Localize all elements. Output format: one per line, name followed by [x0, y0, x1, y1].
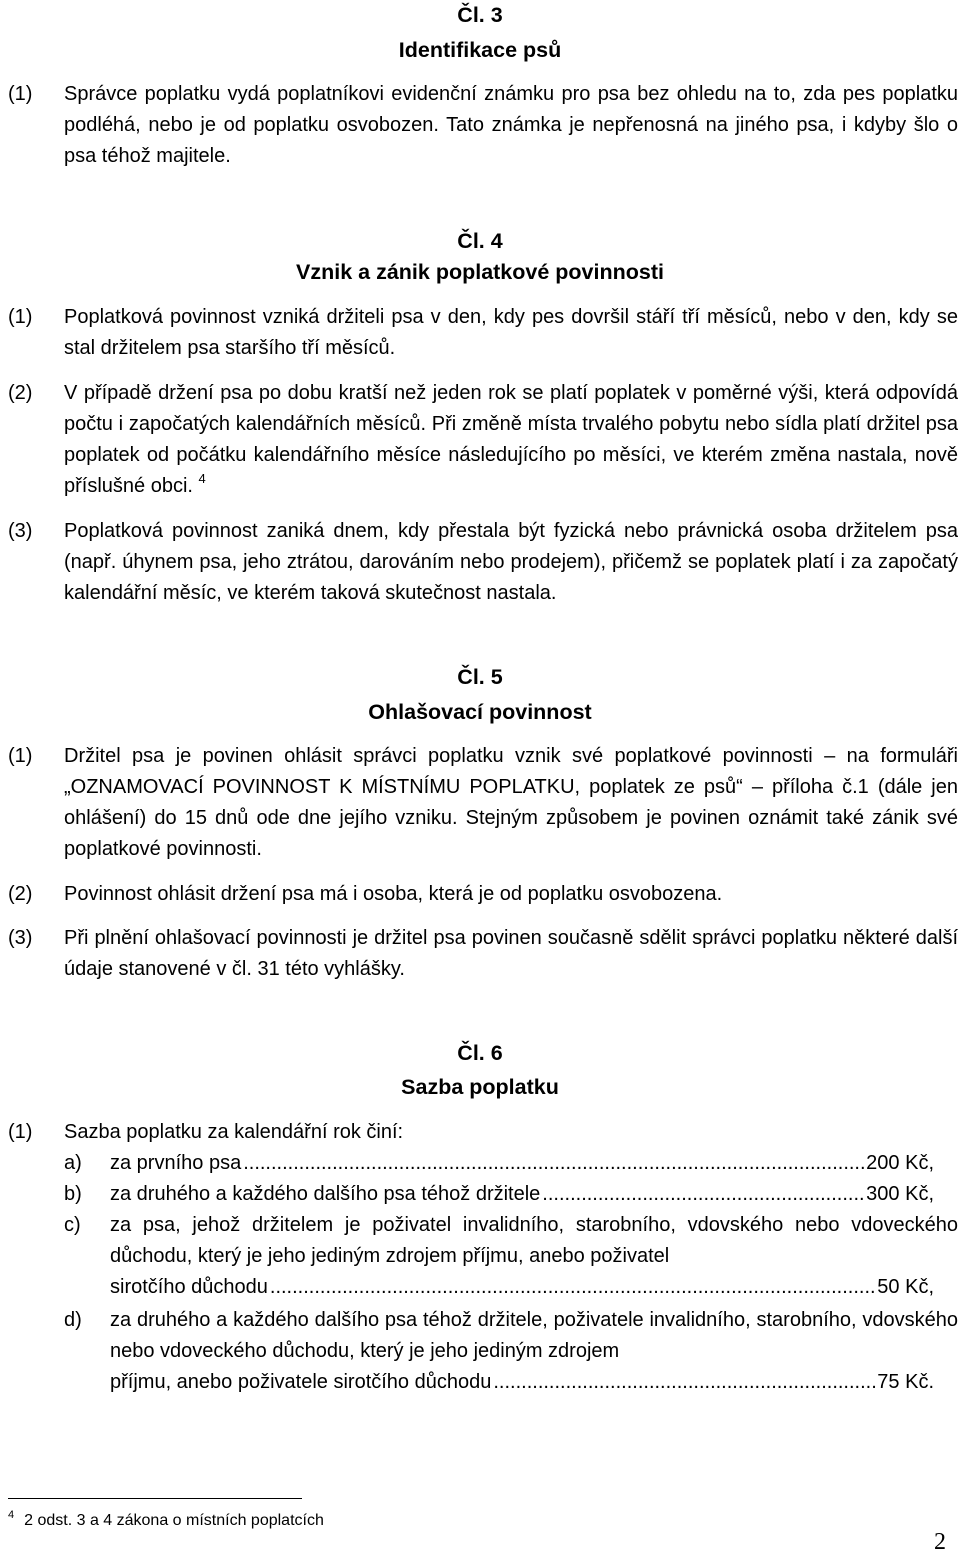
- rate-c-line: [110, 1272, 934, 1303]
- rate-d-letter: d): [64, 1309, 82, 1331]
- article-3-title: Identifikace psů: [398, 38, 562, 62]
- footnote-text: 2 odst. 3 a 4 zákona o místních poplatcích: [24, 1512, 324, 1529]
- article-5-par-1-number: (1): [8, 745, 33, 767]
- rate-b-price: 300 Kč,: [866, 1183, 934, 1205]
- article-4-number: Čl. 4: [457, 229, 503, 253]
- article-6-par-1-number: (1): [8, 1121, 33, 1143]
- rate-b-item: [110, 1179, 958, 1210]
- article-4-title: Vznik a zánik poplatkové povinnosti: [296, 260, 664, 284]
- rate-d-price: 75 Kč.: [877, 1371, 934, 1393]
- rate-c-price: 50 Kč,: [877, 1276, 934, 1298]
- rate-a-line: [110, 1148, 934, 1179]
- article-4-par-2: [64, 378, 958, 502]
- rate-d-item: [110, 1305, 958, 1398]
- article-4-par-2-number: (2): [8, 382, 33, 404]
- article-6-par-1-text: Sazba poplatku za kalendářní rok činí:: [64, 1121, 404, 1143]
- article-5-par-3-number: (3): [8, 927, 33, 949]
- article-5-number: Čl. 5: [457, 665, 503, 689]
- footnote-separator: [8, 1498, 302, 1499]
- rate-d-line: [110, 1367, 934, 1398]
- footnote: [8, 1510, 324, 1532]
- rate-c-label: sirotčího důchodu: [110, 1276, 268, 1298]
- rate-c-lead: za psa, jehož držitelem je poživatel invalidního, starobního, vdovského nebo vdoveckého důchodu, který je jeho jediným zdrojem příjmu, anebo poživatel: [110, 1214, 958, 1267]
- rate-a-label: za prvního psa: [110, 1152, 242, 1174]
- footnote-reference: 4: [198, 471, 206, 486]
- article-5-par-2-number: (2): [8, 883, 33, 905]
- article-3-number: Čl. 3: [457, 3, 503, 27]
- rate-b-letter: b): [64, 1183, 82, 1205]
- article-4-par-1-text: Poplatková povinnost vzniká držiteli psa v den, kdy pes dovršil stáří tří měsíců, nebo v den, kdy se stal držitelem psa staršího tří měsíců.: [64, 306, 958, 359]
- page-number: 2: [934, 1529, 946, 1555]
- rate-a-item: [110, 1148, 958, 1179]
- rate-c-letter: c): [64, 1214, 81, 1236]
- article-4-par-2-text: V případě držení psa po dobu kratší než jeden rok se platí poplatek v poměrné výši, která odpovídá počtu i započatých kalendářních měsíců. Při změně místa trvalého pobytu nebo sídla platí držitel psa poplatek od počátku kalendářního měsíce následujícího po měsíci, ve kterém změna nastala, nově příslušné obci.: [64, 382, 958, 497]
- article-3-par-1-text: Správce poplatku vydá poplatníkovi evidenční známku pro psa bez ohledu na to, zda pes poplatku podléhá, nebo je od poplatku osvobozen. Tato známka je nepřenosná na jiného psa, i kdyby šlo o psa téhož majitele.: [64, 83, 958, 167]
- rate-d-label: příjmu, anebo poživatele sirotčího důchodu: [110, 1371, 492, 1393]
- rate-a-price: 200 Kč,: [866, 1152, 934, 1174]
- article-4-par-3-number: (3): [8, 520, 33, 542]
- rate-c-item: [110, 1210, 958, 1303]
- article-3-par-1-number: (1): [8, 83, 33, 105]
- footnote-mark: 4: [8, 1509, 15, 1521]
- article-4-par-3-text: Poplatková povinnost zaniká dnem, kdy přestala být fyzická nebo právnická osoba držitelem psa (např. úhynem psa, jeho ztrátou, darováním nebo prodejem), přičemž se poplatek platí i za započatý kalendářní měsíc, ve kterém taková skutečnost nastala.: [64, 520, 958, 604]
- article-5-par-1-text: Držitel psa je povinen ohlásit správci poplatku vznik své poplatkové povinnosti – na formuláři „OZNAMOVACÍ POVINNOST K MÍSTNÍMU POPLATKU, poplatek ze psů“ – příloha č.1 (dále jen ohlášení) do 15 dnů ode dne jejího vzniku. Stejným způsobem je povinen oznámit také zánik své poplatkové povinnosti.: [64, 745, 958, 860]
- rate-d-lead: za druhého a každého dalšího psa téhož držitele, poživatele invalidního, starobního, vdovského nebo vdoveckého důchodu, který je jeho jediným zdrojem: [110, 1309, 958, 1362]
- leader-dots: [243, 1148, 866, 1179]
- leader-dots: [493, 1367, 877, 1398]
- article-5-par-3-text: Při plnění ohlašovací povinnosti je držitel psa povinen současně sdělit správci poplatku některé další údaje stanovené v čl. 31 této vyhlášky.: [64, 927, 958, 980]
- article-5-title: Ohlašovací povinnost: [368, 700, 592, 724]
- rate-b-line: [110, 1179, 934, 1210]
- rate-a-letter: a): [64, 1152, 82, 1174]
- leader-dots: [542, 1179, 866, 1210]
- article-5-par-2-text: Povinnost ohlásit držení psa má i osoba, která je od poplatku osvobozena.: [64, 883, 723, 905]
- article-4-par-1-number: (1): [8, 306, 33, 328]
- article-6-title: Sazba poplatku: [401, 1075, 559, 1099]
- rate-b-label: za druhého a každého dalšího psa téhož držitele: [110, 1183, 541, 1205]
- leader-dots: [270, 1272, 877, 1303]
- article-6-number: Čl. 6: [457, 1041, 503, 1065]
